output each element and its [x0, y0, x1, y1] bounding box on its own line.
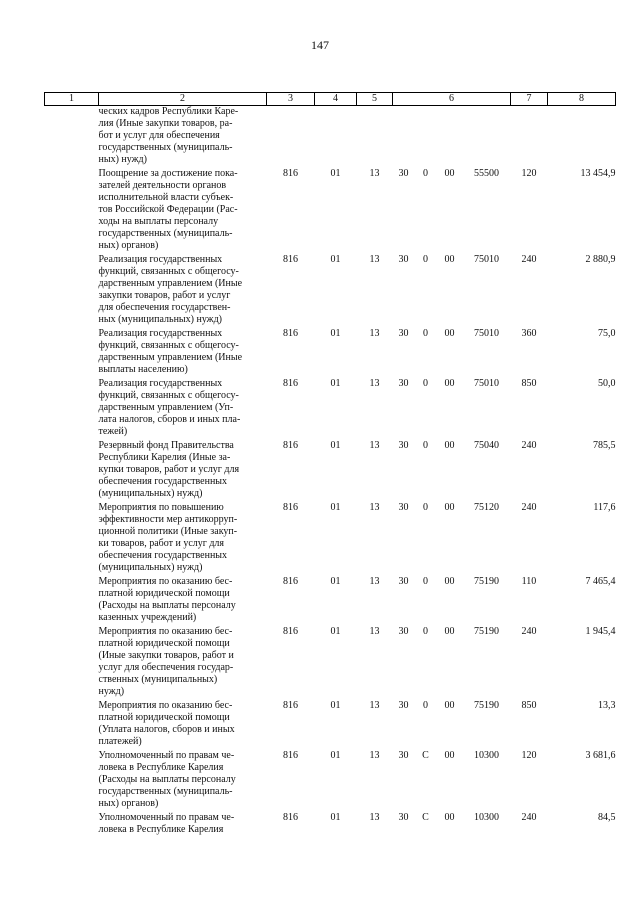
cell-c5: 13 [369, 700, 380, 711]
cell-t3: 00 [444, 378, 455, 389]
description-line: Реализация государственных [98, 254, 223, 265]
cell-c3: 816 [283, 700, 298, 711]
cell-c3: 816 [283, 168, 298, 179]
cell-col-1 [45, 626, 99, 700]
cell-description [99, 106, 267, 169]
cell-t3 [437, 106, 463, 169]
cell-c7 [511, 106, 548, 169]
cell-t1: 30 [398, 378, 409, 389]
cell-c8: 84,5 [598, 812, 616, 823]
description-line: ных) нужд) [98, 154, 147, 165]
cell-c4: 01 [330, 700, 341, 711]
cell-t2: 0 [423, 576, 428, 587]
cell-c8: 13,3 [598, 700, 616, 711]
cell-t1: 30 [398, 502, 409, 513]
header-col-8: 8 [548, 93, 616, 106]
cell-col-1 [45, 576, 99, 626]
cell-c7: 850 [521, 700, 537, 711]
cell-c5: 13 [369, 576, 380, 587]
header-row [45, 93, 616, 106]
cell-t2: 0 [423, 254, 428, 265]
cell-c7: 110 [521, 576, 537, 587]
cell-t1: 30 [398, 328, 409, 339]
cell-t2: С [422, 812, 429, 823]
table-body [45, 106, 616, 839]
cell-t1: 30 [398, 812, 409, 823]
cell-description [99, 750, 267, 812]
description-line: (Иные закупки товаров, работ и [98, 650, 234, 661]
description-line: ловека в Республике Карелия [98, 762, 224, 773]
description-line: Реализация государственных [98, 328, 223, 339]
cell-t3: 00 [444, 750, 455, 761]
cell-c3: 816 [283, 502, 298, 513]
description-line: Поощрение за достижение пока- [98, 168, 238, 179]
cell-c8: 50,0 [598, 378, 616, 389]
cell-t1: 30 [398, 168, 409, 179]
cell-c5: 13 [369, 168, 380, 179]
cell-t3: 00 [444, 502, 455, 513]
description-line: государственных (муниципаль- [98, 786, 233, 797]
table-row [45, 750, 616, 812]
cell-col-1 [45, 812, 99, 838]
description-line: ных) органов) [98, 240, 159, 251]
cell-t3: 00 [444, 576, 455, 587]
cell-description [99, 328, 267, 378]
cell-c7: 120 [521, 750, 537, 761]
cell-t3: 00 [444, 168, 455, 179]
cell-t4: 75190 [474, 700, 499, 711]
cell-t2: 0 [423, 440, 428, 451]
header-col-5: 5 [357, 93, 393, 106]
cell-col-1 [45, 502, 99, 576]
cell-t2: С [422, 750, 429, 761]
cell-c4: 01 [330, 626, 341, 637]
description-line: функций, связанных с общегосу- [98, 340, 239, 351]
description-line: (Уплата налогов, сборов и иных [98, 724, 235, 735]
description-line: нужд) [98, 686, 125, 697]
cell-c7: 240 [521, 254, 537, 265]
cell-c7: 120 [521, 168, 537, 179]
cell-c8: 117,6 [593, 502, 616, 513]
description-line: лата налогов, сборов и иных пла- [98, 414, 241, 425]
cell-description [99, 168, 267, 254]
description-line: ных) органов) [98, 798, 159, 809]
cell-t2: 0 [423, 328, 428, 339]
cell-c4 [315, 106, 357, 169]
cell-c3: 816 [283, 254, 298, 265]
page-number: 147 [311, 38, 329, 52]
cell-t1: 30 [398, 254, 409, 265]
cell-c3: 816 [283, 576, 298, 587]
description-line: ловека в Республике Карелия [98, 824, 224, 835]
table-row [45, 106, 616, 169]
description-line: обеспечения государственных [98, 476, 228, 487]
description-line: тежей) [98, 426, 128, 437]
description-line: ных (муниципальных) нужд) [98, 314, 223, 325]
description-line: Реализация государственных [98, 378, 223, 389]
description-line: государственных (муниципаль- [98, 228, 233, 239]
description-line: Мероприятия по оказанию бес- [98, 700, 233, 711]
cell-c8: 75,0 [598, 328, 616, 339]
cell-description [99, 626, 267, 700]
description-line: дарственным управлением (Иные [98, 352, 243, 363]
cell-c8: 7 465,4 [585, 576, 616, 587]
cell-t2 [415, 106, 437, 169]
description-line: Мероприятия по оказанию бес- [98, 626, 233, 637]
header-col-7: 7 [511, 93, 548, 106]
header-col-6: 6 [393, 93, 511, 106]
description-line: ческих кадров Республики Каре- [98, 106, 239, 117]
cell-c3: 816 [283, 812, 298, 823]
description-line: (Расходы на выплаты персоналу [98, 600, 236, 611]
description-line: тов Российской Федерации (Рас- [98, 204, 238, 215]
description-line: обеспечения государственных [98, 550, 228, 561]
description-line: ционной политики (Иные закуп- [98, 526, 238, 537]
cell-t3: 00 [444, 440, 455, 451]
description-line: функций, связанных с общегосу- [98, 266, 239, 277]
description-line: дарственным управлением (Уп- [98, 402, 234, 413]
cell-c4: 01 [330, 440, 341, 451]
cell-c8: 785,5 [593, 440, 616, 451]
cell-c5: 13 [369, 502, 380, 513]
cell-c8: 3 681,6 [585, 750, 616, 761]
cell-c8: 13 454,9 [580, 168, 616, 179]
cell-col-1 [45, 254, 99, 328]
cell-c5: 13 [369, 440, 380, 451]
cell-t2: 0 [423, 626, 428, 637]
cell-col-1 [45, 328, 99, 378]
table-row [45, 700, 616, 750]
cell-c7: 850 [521, 378, 537, 389]
description-line: Уполномоченный по правам че- [98, 812, 235, 823]
cell-t1: 30 [398, 626, 409, 637]
cell-c5: 13 [369, 378, 380, 389]
cell-c7: 240 [521, 502, 537, 513]
cell-c5 [357, 106, 393, 169]
cell-t3: 00 [444, 328, 455, 339]
table-row [45, 812, 616, 838]
cell-t4: 75010 [474, 378, 499, 389]
cell-c3: 816 [283, 750, 298, 761]
cell-c4: 01 [330, 812, 341, 823]
cell-col-1 [45, 700, 99, 750]
cell-c4: 01 [330, 378, 341, 389]
description-line: платной юридической помощи [98, 638, 230, 649]
cell-description [99, 700, 267, 750]
budget-table [44, 92, 616, 838]
description-line: (муниципальных) нужд) [98, 488, 203, 499]
cell-description [99, 502, 267, 576]
description-line: Республики Карелия (Иные за- [98, 452, 231, 463]
cell-c5: 13 [369, 254, 380, 265]
description-line: для обеспечения государствен- [98, 302, 231, 313]
cell-c5: 13 [369, 328, 380, 339]
cell-t3: 00 [444, 812, 455, 823]
description-line: Уполномоченный по правам че- [98, 750, 235, 761]
description-line: Резервный фонд Правительства [98, 440, 234, 451]
cell-col-1 [45, 168, 99, 254]
cell-description [99, 440, 267, 502]
description-line: (муниципальных) нужд) [98, 562, 203, 573]
cell-t2: 0 [423, 378, 428, 389]
cell-c8: 1 945,4 [585, 626, 616, 637]
description-line: Мероприятия по оказанию бес- [98, 576, 233, 587]
cell-col-1 [45, 106, 99, 169]
description-line: ки товаров, работ и услуг для [98, 538, 225, 549]
cell-description [99, 254, 267, 328]
cell-c3: 816 [283, 328, 298, 339]
description-line: услуг для обеспечения государ- [98, 662, 234, 673]
description-line: исполнительной власти субъек- [98, 192, 234, 203]
description-line: выплаты населению) [98, 364, 188, 375]
description-line: ственных (муниципальных) [98, 674, 218, 685]
cell-description [99, 576, 267, 626]
cell-t2: 0 [423, 700, 428, 711]
cell-c7: 360 [521, 328, 537, 339]
description-line: (Расходы на выплаты персоналу [98, 774, 236, 785]
cell-t1: 30 [398, 700, 409, 711]
cell-t4: 75010 [474, 328, 499, 339]
description-line: купки товаров, работ и услуг для [98, 464, 240, 475]
cell-t4: 10300 [474, 812, 499, 823]
cell-c8 [548, 106, 616, 169]
cell-c4: 01 [330, 502, 341, 513]
description-line: казенных учреждений) [98, 612, 197, 623]
cell-c7: 240 [521, 812, 537, 823]
cell-t3: 00 [444, 626, 455, 637]
description-line: функций, связанных с общегосу- [98, 390, 239, 401]
cell-t4: 75010 [474, 254, 499, 265]
cell-t1: 30 [398, 750, 409, 761]
description-line: Мероприятия по повышению [98, 502, 224, 513]
header-col-1: 1 [45, 93, 99, 106]
description-line: государственных (муниципаль- [98, 142, 233, 153]
cell-c4: 01 [330, 576, 341, 587]
cell-t1: 30 [398, 576, 409, 587]
cell-t1: 30 [398, 440, 409, 451]
cell-c3: 816 [283, 440, 298, 451]
table-row [45, 254, 616, 328]
description-line: платной юридической помощи [98, 588, 230, 599]
cell-description [99, 378, 267, 440]
description-line: дарственным управлением (Иные [98, 278, 243, 289]
cell-t2: 0 [423, 502, 428, 513]
description-line: зателей деятельности органов [98, 180, 227, 191]
cell-c5: 13 [369, 812, 380, 823]
cell-col-1 [45, 378, 99, 440]
cell-t2: 0 [423, 168, 428, 179]
cell-c7: 240 [521, 440, 537, 451]
cell-col-1 [45, 750, 99, 812]
table-row [45, 168, 616, 254]
cell-c7: 240 [521, 626, 537, 637]
cell-c4: 01 [330, 328, 341, 339]
table-row [45, 576, 616, 626]
table-row [45, 328, 616, 378]
cell-t1 [393, 106, 415, 169]
description-line: эффективности мер антикорруп- [98, 514, 238, 525]
cell-t3: 00 [444, 254, 455, 265]
table-row [45, 440, 616, 502]
cell-c3: 816 [283, 626, 298, 637]
header-col-3: 3 [267, 93, 315, 106]
cell-t4 [463, 106, 511, 169]
cell-c8: 2 880,9 [585, 254, 616, 265]
table-row [45, 378, 616, 440]
description-line: платежей) [98, 736, 142, 747]
cell-c3 [267, 106, 315, 169]
cell-c3: 816 [283, 378, 298, 389]
cell-c4: 01 [330, 168, 341, 179]
table-row [45, 502, 616, 576]
table-row [45, 626, 616, 700]
cell-t4: 75190 [474, 576, 499, 587]
cell-description [99, 812, 267, 838]
description-line: платной юридической помощи [98, 712, 230, 723]
cell-c4: 01 [330, 254, 341, 265]
description-line: бот и услуг для обеспечения [98, 130, 220, 141]
cell-col-1 [45, 440, 99, 502]
cell-t4: 75040 [474, 440, 499, 451]
cell-t4: 75120 [474, 502, 499, 513]
cell-t4: 75190 [474, 626, 499, 637]
cell-t4: 10300 [474, 750, 499, 761]
cell-c5: 13 [369, 626, 380, 637]
header-col-4: 4 [315, 93, 357, 106]
cell-c4: 01 [330, 750, 341, 761]
description-line: закупки товаров, работ и услуг [98, 290, 231, 301]
cell-t4: 55500 [474, 168, 499, 179]
cell-c5: 13 [369, 750, 380, 761]
description-line: ходы на выплаты персоналу [98, 216, 219, 227]
cell-t3: 00 [444, 700, 455, 711]
description-line: лия (Иные закупки товаров, ра- [98, 118, 233, 129]
header-col-2: 2 [99, 93, 267, 106]
